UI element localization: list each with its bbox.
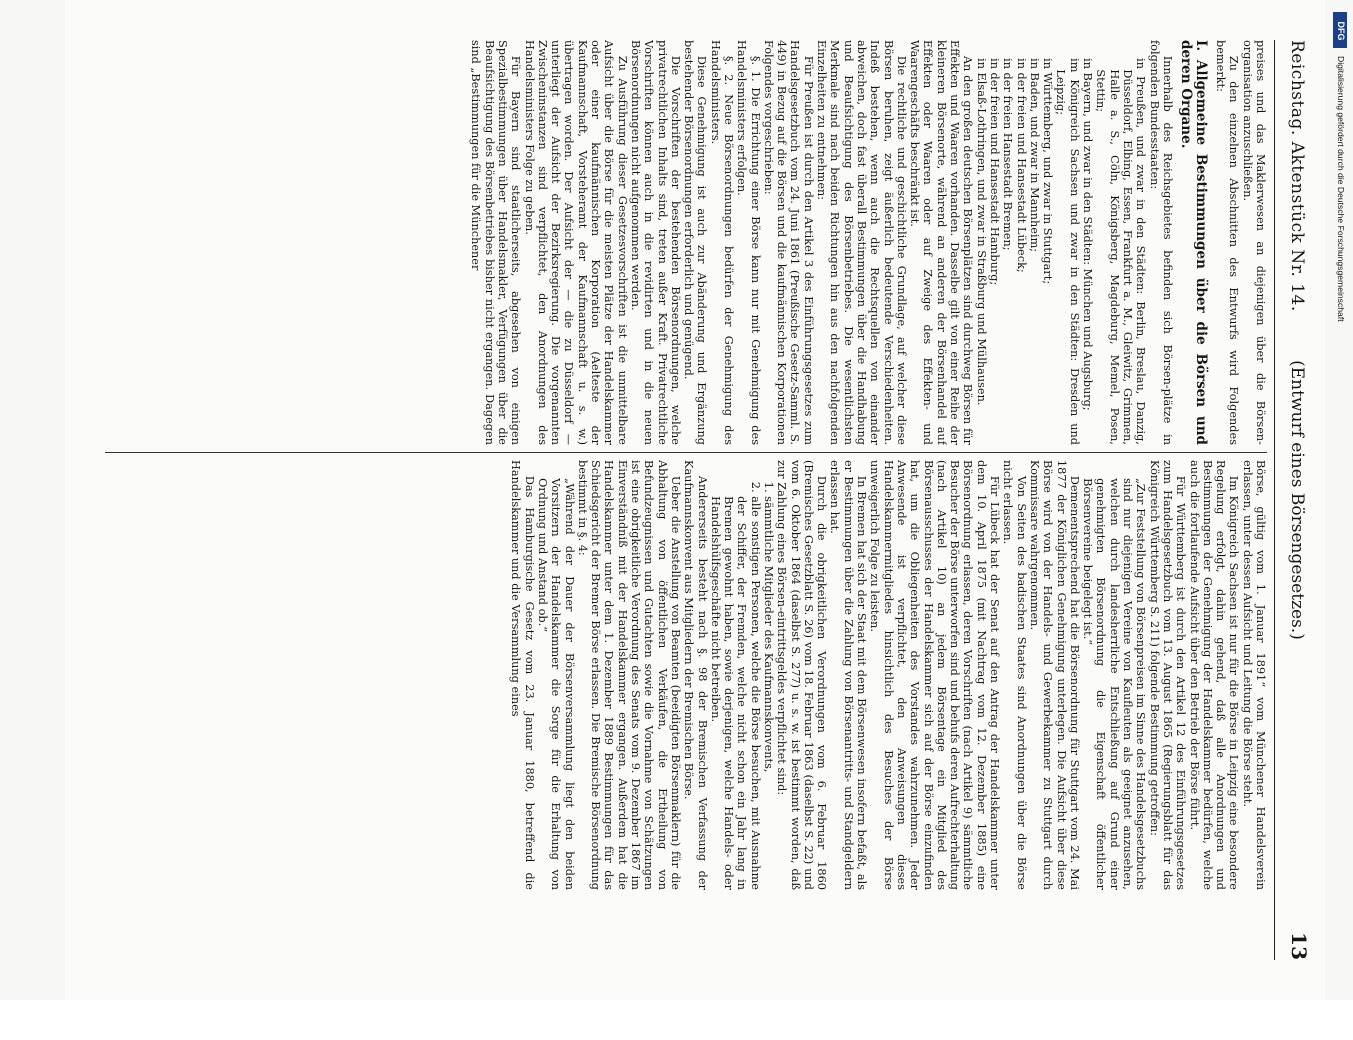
- list-item: 2. alle sonstigen Personen, welche die Börse besuchen, mit Ausnahme der Schiffer, der Fremden, welche nicht schon ein Jahr lang in Bremen gewohnt haben, sowie derjenigen, welche Handels- oder Handelshülfsgeschäfte nicht betreiben.: [709, 496, 762, 890]
- exchange-places-list: [974, 40, 1147, 445]
- list-item: in Baden, und zwar in Mannheim;: [1027, 58, 1041, 253]
- paragraph: Im Königreich Sachsen ist nur für die Börse in Leipzig eine besondere Regelung erfolgt, dahin gehend, daß alle Anordnungen und Bestimmungen der Genehmigung der Handelskammer bedürfen, welche auch die fortlaufende Aufsicht über den Betrieb der Börse führt.: [1187, 460, 1241, 890]
- quotation: „Zur Feststellung von Börsenpreisen im Sinne des Handelsgesetzbuchs sind nur diejenigen Vereine von Kaufleuten als geeignet anzusehen, welchen durch landesherrliche Entschließung auf Grund einer genehmigten Börsenordnung die Eigenschaft öffentlicher Börsenvereine beigelegt ist.“: [1081, 478, 1148, 890]
- paragraph: §. 2. Neue Börsenordnungen bedürfen der Genehmigung des Handelsministers.: [708, 40, 736, 445]
- paragraph: Durch die obrigkeitlichen Verordnungen vom 6. Februar 1860 (Bremisches Gesetzblatt S. 26) vom 18. Februar 1863 (daselbst S. 22) und vom 6. Oktober 1864 (daselbst S. 277) u. s. w. ist bestimmt worden, daß zur Zahlung eines Börsen-eintrittsgeldes verpflichtet sind:: [775, 460, 829, 890]
- paragraph: An den großen deutschen Börsenplätzen sind durchweg Börsen für Effekten und Waaren vorhanden. Dasselbe gilt von einer Reihe der kleineren Börsenorte, während an anderen der Börsenhandel auf Effekten oder Waaren oder auf Zweige des Effekten- und Waarengeschäfts beschränkt ist.: [908, 40, 975, 445]
- list-item: in der freien und Hansestadt Lübeck;: [1014, 58, 1028, 273]
- list-item: in der freien und Hansestadt Hamburg;: [987, 58, 1001, 286]
- paragraph: Für Lübeck hat der Senat auf den Antrag der Handelskammer unter dem 10. April 1875 (mit Nachtrag vom 12. Dezember 1885) eine Börsenordnung erlassen, deren Vorschriften (nach Artikel 9) sämmtliche Besucher der Börse unterworfen sind und behufs deren Aufrechterhaltung (nach Artikel 10) an jedem Börsentage ein Mitglied des Börsenausschusses der Handelskammer sich auf der Börse einzufinden hat, um die Obliegenheiten des Vorstandes wahrzunehmen. Jeder Anwesende ist verpflichtet, den Anweisungen dieses Handelskammermitgliedes hinsichtlich des Besuches der Börse unweigerlich Folge zu leisten.: [868, 460, 1002, 890]
- paragraph: Diese Genehmigung ist auch zur Abänderung und Ergänzung bestehender Börsenordnungen erforderlich und genügend.: [682, 40, 709, 445]
- paragraph: Für Preußen ist durch den Artikel 3 des Einführungsgesetzes zum Handelsgesetzbuch vom 24. Juni 1861 (Preußische Gesetz-Samml. S. 449) in Bezug auf die Börsen und die kaufmännischen Korporationen Folgendes vorgeschrieben:: [761, 40, 815, 445]
- list-item: in Elsaß-Lothringen, und zwar in Straßburg und Mülhausen.: [974, 58, 988, 406]
- text-column-left: [105, 40, 1267, 445]
- paragraph: Andererseits besteht nach §. 98 der Bremischen Verfassung der Kaufmannskonvent aus Mitgliedern der Bremischen Börse.: [682, 460, 709, 890]
- paragraph: Für Württemberg ist durch den Artikel 12 des Einführungsgesetzes zum Handelsgesetzbuch vom 13. August 1865 (Regierungsblatt für das Königreich Württemberg S. 211) folgende Bestimmung getroffen:: [1147, 460, 1188, 890]
- document-page: [65, 0, 1325, 1000]
- header-center: (Entwurf eines Börsengesetzes.): [1287, 360, 1307, 640]
- paragraph: §. 1. Die Errichtung einer Börse kann nur mit Genehmigung des Handelsministers erfolgen.: [735, 40, 762, 445]
- paragraph: In Bremen hat sich der Staat mit dem Börsenwesen insofern befaßt, als er Bestimmungen über die Zahlung von Börsenantritts- und Standgeldern erlassen hat.: [828, 460, 869, 890]
- list-item: in Bayern, und zwar in den Städten: München und Augsburg;: [1081, 58, 1095, 411]
- page-number: 13: [1287, 932, 1311, 960]
- paragraph: preises und das Maklerwesen an diejenigen über die Börsen-organisation anzuschließen.: [1240, 40, 1267, 445]
- paragraph: Von Seiten des badischen Staates sind Anordnungen über die Börse nicht erlassen.: [1001, 460, 1028, 890]
- header-left: Reichstag. Aktenstück Nr. 14.: [1287, 40, 1307, 312]
- paragraph: Ueber die Anstellung von Beamten (beeidigten Börsenmaklern) für die Abhaltung von öffentlichen Verkäufen, die Ertheilung von Befundzeugnissen und Gutachten sowie die Vornahme von Schätzungen ist eine obrigkeitliche Verordnung des Senats vom 9. Dezember 1867 im Einverständniß mit der Handelskammer ergangen. Außerdem hat die Handelskammer unter dem 1. Dezember 1889 Bestimmungen für das Schiedsgericht der Bremer Börse erlassen. Die Bremische Börsenordnung bestimmt in §. 4:: [575, 460, 682, 890]
- paragraph: Für Bayern sind staatlicherseits, abgesehen von einigen Spezialbestimmungen über Handelsmakler, Verfügungen über die Beaufsichtigung des Börsenbetriebes bisher nicht ergangen. Dagegen sind „Bestimmungen für die Münchener: [469, 40, 523, 445]
- paragraph: Das Hamburgische Gesetz vom 23. Januar 1880, betreffend die Handelskammer und die Versammlung eines: [509, 460, 536, 890]
- paragraph: Innerhalb des Reichsgebietes befinden sich Börsen-plätze in folgenden Bundesstaaten:: [1147, 40, 1174, 445]
- paragraph: Demenentsprechend hat die Börsenordnung für Stuttgart vom 24. Mai 1877 der Königlichen Genehmigung unterlegen. Die Aufsicht über diese Börse wird von der Handels- und Gewerbekammer zu Stuttgart durch Kommissare wahrgenommen.: [1027, 460, 1081, 890]
- logo-text: DFG: [1336, 21, 1346, 41]
- paragraph: Die Vorschriften der bestehenden Börsenordnungen, welche privatrechtlichen Inhalts sind, treten außer Kraft. Privatrechtliche Vorschriften können auch in die revidirten und in die neuen Börsenordnungen nicht aufgenommen werden.: [628, 40, 682, 445]
- list-item: in der freien Hansestadt Bremen;: [1001, 58, 1015, 251]
- running-header: [1277, 40, 1311, 960]
- paragraph: Börse, gültig vom 1. Januar 1891“ vom Münchener Handelsverein erlassen, unter dessen Aufsicht und Leitung die Börse steht.: [1240, 460, 1267, 890]
- digitization-credit: [1332, 8, 1348, 992]
- text-column-right: [105, 460, 1267, 890]
- quotation: „Während der Dauer der Börsenversammlung liegt den beiden Vorsitzern der Handelskammer die Sorge für die Erhaltung von Ordnung und Anstand ob.“: [535, 478, 576, 890]
- list-item: in Preußen, und zwar in den Städten: Berlin, Breslau, Danzig, Düsseldorf, Elbing, Essen, Frankfurt a. M., Gleiwitz, Grimmen, Halle a. S., Cöln, Königsberg, Magdeburg, Memel, Posen, Stettin;: [1094, 58, 1148, 445]
- paragraph: Zu Ausführung dieser Gesetzesvorschriften ist die unmittelbare Aufsicht über die Börse für die meisten Plätze der Handelskammer oder einer kaufmännischen Korporation (Aelteste der Kaufmannschaft, Vorsteheramt der Kaufmannschaft u. s. w.) übertragen worden. Der Aufsicht der — die zu Düsseldorf — unterliegt der Aufsicht der Bezirksregierung. Die vorgenannten Zwischeninstanzen sind verpflichtet, den Anordnungen des Handelsministers Folge zu geben.: [522, 40, 629, 445]
- list-item: im Königreich Sachsen und zwar in den Städten: Dresden und Leipzig;: [1054, 58, 1081, 445]
- list-item: in Württemberg, und zwar in Stuttgart;: [1041, 58, 1055, 285]
- header-rule: [1274, 40, 1275, 960]
- paragraph: Die rechtliche und geschichtliche Grundlage, auf welcher diese Börsen beruhen, zeigt äußerlich bedeutende Verschiedenheiten. Indeß bestehen, wenn auch die Rechtsquellen von einander abweichen, doch fast überall Bestimmungen über die Handhabung und Beaufsichtigung des Börsenbetriebes. Die wesentlichsten Merkmale sind nach beiden Richtungen hin aus den nachfolgenden Einzelheiten zu entnehmen:: [815, 40, 908, 445]
- obligation-list: [709, 460, 775, 890]
- paragraph: Zu den einzelnen Abschnitten des Entwurfs wird Folgendes bemerkt:: [1214, 40, 1241, 445]
- list-item: 1. sämmtliche Mitglieder des Kaufmannskonvents,: [762, 496, 775, 890]
- section-heading: I. Allgemeine Bestimmungen über die Börsen und deren Organe.: [1177, 40, 1209, 445]
- column-divider: [105, 452, 1267, 453]
- credit-text: Digitalisierung gefördert durch die Deutsche Forschungsgemeinschaft: [1336, 56, 1346, 322]
